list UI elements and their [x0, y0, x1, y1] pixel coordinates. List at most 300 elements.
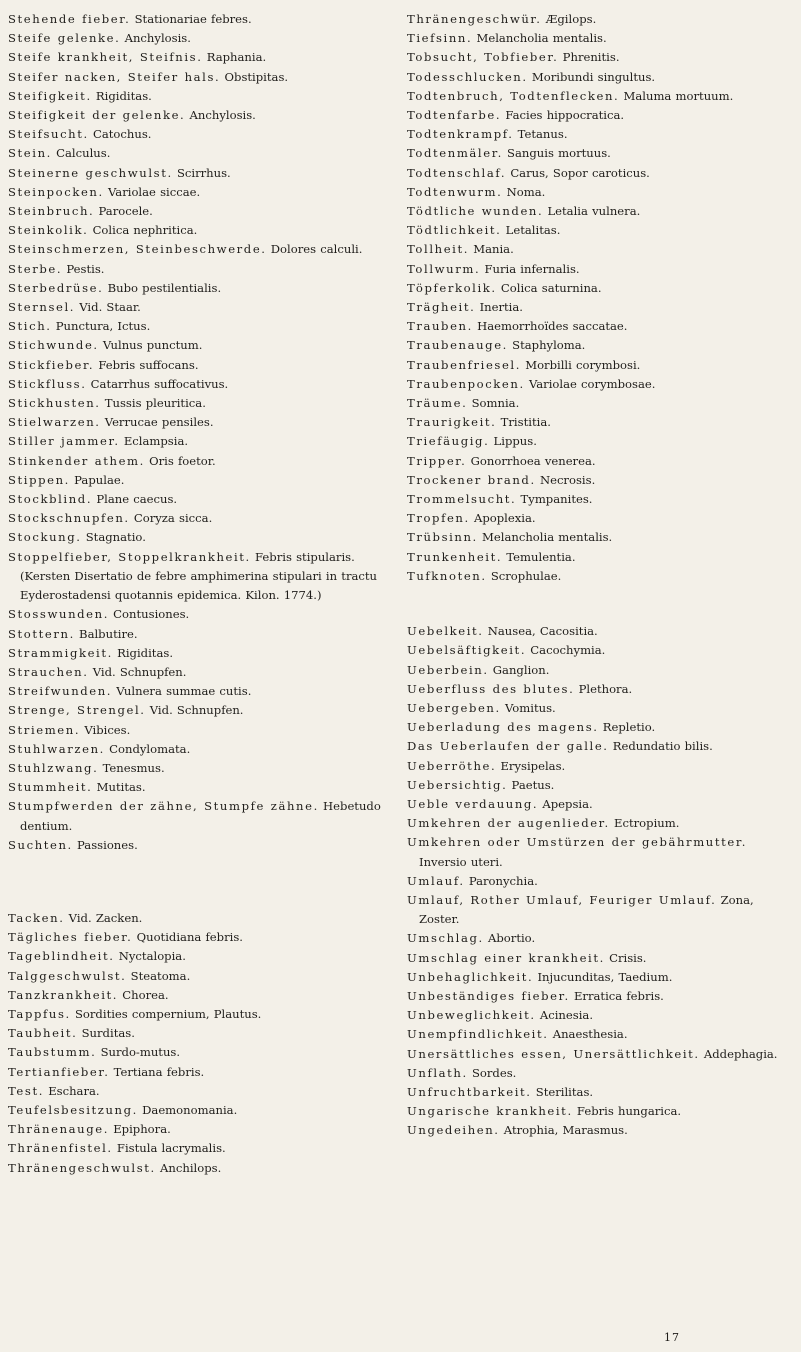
entry-term: Traubenauge. — [407, 338, 508, 353]
entry-term: Stiller jammer. — [8, 434, 120, 449]
entry-definition: Catarrhus suffocativus. — [90, 376, 229, 391]
entry-definition: Stationariae febres. — [134, 12, 252, 26]
dictionary-entry — [407, 125, 787, 144]
dictionary-entry — [407, 872, 787, 891]
dictionary-entry — [407, 10, 787, 29]
entry-term: Ueble verdauung. — [407, 796, 539, 811]
entry-term: Tödtlichkeit. — [407, 223, 502, 238]
dictionary-entry — [8, 740, 388, 759]
section-gap — [407, 604, 787, 622]
entry-definition: Vibices. — [84, 722, 131, 737]
entry-definition: Anchylosis. — [124, 31, 191, 46]
entry-definition: Tussis pleuritica. — [104, 396, 206, 411]
dictionary-entry — [407, 432, 787, 451]
entry-definition: Apepsia. — [542, 796, 593, 811]
dictionary-entry — [8, 48, 388, 67]
entry-definition: Anaesthesia. — [552, 1027, 628, 1042]
entry-definition: Colica saturnina. — [500, 280, 602, 295]
entry-definition: Tenesmus. — [102, 760, 165, 775]
dictionary-entry — [8, 413, 388, 432]
entry-term: Töpferkolik. — [407, 280, 497, 295]
entry-term: Striemen. — [8, 722, 81, 737]
entry-definition: Steatoma. — [130, 968, 191, 983]
entry-definition: Letalia vulnera. — [547, 204, 641, 219]
dictionary-entry — [8, 1120, 388, 1139]
dictionary-entry — [407, 144, 787, 163]
entry-term: Unbehaglichkeit. — [407, 969, 534, 984]
entry-term: Umlauf, Rother Umlauf, Feuriger Umlauf. — [407, 892, 717, 907]
entry-term: Steinpocken. — [8, 184, 104, 199]
dictionary-entry — [8, 1101, 388, 1120]
right-column — [407, 0, 787, 1141]
entry-definition: Tympanites. — [520, 492, 593, 507]
dictionary-entry — [8, 125, 388, 144]
dictionary-entry — [407, 1064, 787, 1083]
entry-definition: Hebetudo dentium. — [20, 799, 381, 833]
dictionary-entry — [8, 1139, 388, 1158]
entry-term: Träume. — [407, 396, 468, 411]
entry-definition: Passiones. — [77, 837, 138, 852]
entry-definition: Anchylosis. — [189, 108, 256, 123]
entry-term: Steinkolik. — [8, 223, 89, 238]
entry-term: Taubheit. — [8, 1026, 78, 1041]
entry-definition: Obstipitas. — [224, 69, 289, 84]
entry-term: Stumpfwerden der zähne, Stumpfe zähne. — [8, 799, 319, 814]
entry-term: Trübsinn. — [407, 530, 478, 545]
entry-definition: Cacochymia. — [530, 643, 606, 658]
dictionary-entry — [407, 183, 787, 202]
entry-term: Todtenwurm. — [407, 184, 503, 199]
entry-term: Steinschmerzen, Steinbeschwerde. — [8, 242, 267, 257]
dictionary-entry — [8, 106, 388, 125]
entry-definition: Zona, Zoster. — [419, 892, 754, 927]
entry-term: Steife gelenke. — [8, 31, 121, 46]
entry-term: Taubstumm. — [8, 1045, 97, 1060]
entry-term: Thränengeschwür. — [407, 12, 542, 26]
entry-definition: Staphyloma. — [512, 338, 586, 353]
entry-definition: Bubo pestilentialis. — [107, 280, 222, 295]
entry-term: Stoppelfieber, Stoppelkrankheit. — [8, 549, 251, 564]
entry-definition: Mutitas. — [96, 780, 146, 795]
entry-definition: Nyctalopia. — [118, 949, 186, 964]
entry-definition: Vid. Schnupfen. — [92, 664, 187, 679]
dictionary-entry — [407, 737, 787, 756]
dictionary-entry — [407, 298, 787, 317]
entry-definition: Vulnera summae cutis. — [116, 684, 252, 699]
dictionary-entry — [407, 968, 787, 987]
entry-term: Triefäugig. — [407, 434, 490, 449]
entry-definition: Repletio. — [602, 720, 656, 735]
dictionary-entry — [8, 202, 388, 221]
dictionary-entry — [407, 279, 787, 298]
entry-term: Traurigkeit. — [407, 415, 497, 430]
dictionary-entry — [407, 929, 787, 948]
entry-term: Todtenfarbe. — [407, 108, 502, 123]
entry-term: Stuhlzwang. — [8, 760, 99, 775]
entry-definition: Erratica febris. — [573, 988, 664, 1003]
entry-definition: Stagnatio. — [85, 530, 146, 545]
page-number: 17 — [664, 1331, 680, 1344]
entry-term: Stottern. — [8, 626, 75, 641]
entry-definition: Nausea, Cacositia. — [487, 624, 598, 639]
entry-term: Trauben. — [407, 319, 473, 334]
dictionary-entry — [8, 87, 388, 106]
dictionary-entry — [8, 68, 388, 87]
dictionary-entry — [8, 797, 388, 835]
entry-definition: Abortio. — [488, 931, 536, 946]
entry-definition: Furia infernalis. — [484, 261, 580, 276]
entry-definition: Atrophia, Marasmus. — [503, 1123, 628, 1138]
entry-definition: Crisis. — [609, 950, 647, 965]
entry-definition: Plane caecus. — [96, 492, 178, 507]
dictionary-entry — [407, 1102, 787, 1121]
dictionary-entry — [8, 509, 388, 528]
dictionary-entry — [407, 641, 787, 660]
entry-term: Trägheit. — [407, 300, 476, 315]
entry-term: Streifwunden. — [8, 684, 113, 699]
dictionary-entry — [407, 48, 787, 67]
entry-term: Steifigkeit der gelenke. — [8, 108, 186, 123]
entry-term: Stielwarzen. — [8, 415, 101, 430]
dictionary-entry — [407, 1045, 787, 1064]
dictionary-entry — [407, 490, 787, 509]
entry-definition: Eclampsia. — [123, 434, 189, 449]
entry-term: Unempfindlichkeit. — [407, 1027, 549, 1042]
dictionary-entry — [407, 699, 787, 718]
dictionary-entry — [407, 356, 787, 375]
dictionary-entry — [8, 336, 388, 355]
entry-definition: Balbutire. — [79, 626, 138, 641]
entry-definition: Carus, Sopor caroticus. — [510, 165, 650, 180]
entry-definition: Sanguis mortuus. — [507, 146, 611, 161]
entry-definition: Ganglion. — [492, 662, 550, 677]
entry-definition: Vid. Staar. — [79, 300, 141, 315]
entry-definition: Punctura, Ictus. — [55, 319, 151, 334]
entry-definition: Sordes. — [471, 1065, 517, 1080]
entry-definition: Papulae. — [74, 472, 125, 487]
dictionary-entry — [8, 759, 388, 778]
entry-term: Steifigkeit. — [8, 88, 92, 103]
entry-definition: Vid. Schnupfen. — [149, 703, 244, 718]
dictionary-entry — [8, 528, 388, 547]
entry-definition: Melancholia mentalis. — [482, 530, 613, 545]
entry-term: Steinerne geschwulst. — [8, 165, 173, 180]
entry-term: Todtenbruch, Todtenflecken. — [407, 88, 620, 103]
entry-definition: Calculus. — [56, 146, 111, 161]
dictionary-entry — [8, 29, 388, 48]
entry-term: Test. — [8, 1083, 44, 1098]
entry-definition: Febris hungarica. — [576, 1104, 682, 1119]
entry-term: Uebelsäftigkeit. — [407, 643, 527, 658]
entry-definition: Febris stipularis. (Kersten Disertatio de febre amphimerina stipulari in tractu Eyderostadensi quotannis epidemica. Kilon. 1774.) — [20, 549, 378, 603]
entry-term: Ueberladung des magens. — [407, 720, 599, 735]
entry-term: Tollwurm. — [407, 261, 481, 276]
dictionary-entry — [8, 375, 388, 394]
dictionary-entry — [407, 240, 787, 259]
entry-term: Trockener brand. — [407, 472, 536, 487]
entry-definition: Vulnus punctum. — [102, 338, 203, 353]
dictionary-entry — [8, 947, 388, 966]
dictionary-entry — [407, 567, 787, 586]
dictionary-entry — [8, 471, 388, 490]
entry-term: Umschlag einer krankheit. — [407, 950, 605, 965]
entry-definition: Noma. — [506, 184, 546, 199]
entry-term: Stockblind. — [8, 492, 93, 507]
entry-term: Steife krankheit, Steifnis. — [8, 50, 203, 65]
dictionary-entry — [407, 833, 787, 871]
dictionary-entry — [8, 928, 388, 947]
dictionary-entry — [407, 680, 787, 699]
dictionary-entry — [407, 776, 787, 795]
dictionary-entry — [8, 164, 388, 183]
entry-term: Tägliches fieber. — [8, 930, 133, 945]
entry-definition: Temulentia. — [506, 549, 576, 564]
entry-term: Todtenmäler. — [407, 146, 503, 161]
entry-term: Umkehren der augenlieder. — [407, 816, 610, 831]
dictionary-entry — [407, 1006, 787, 1025]
entry-term: Stich. — [8, 319, 52, 334]
entry-term: Stockschnupfen. — [8, 511, 130, 526]
entry-definition: Apoplexia. — [473, 511, 536, 526]
entry-definition: Tertiana febris. — [113, 1064, 205, 1079]
dictionary-entry — [407, 106, 787, 125]
entry-term: Uebergeben. — [407, 700, 501, 715]
dictionary-entry — [8, 986, 388, 1005]
entry-definition: Rigiditas. — [117, 645, 174, 660]
dictionary-entry — [8, 721, 388, 740]
dictionary-entry — [8, 909, 388, 928]
entry-term: Tertianfieber. — [8, 1064, 110, 1079]
entry-definition: Phrenitis. — [562, 50, 620, 65]
dictionary-entry — [8, 644, 388, 663]
entry-definition: Daemonomania. — [142, 1102, 238, 1117]
entry-term: Tageblindheit. — [8, 949, 115, 964]
dictionary-entry — [407, 202, 787, 221]
entry-term: Stickhusten. — [8, 396, 101, 411]
entry-term: Umschlag. — [407, 931, 484, 946]
entry-definition: Mania. — [473, 242, 514, 257]
entry-term: Tacken. — [8, 910, 65, 925]
entry-term: Strammigkeit. — [8, 645, 113, 660]
entry-term: Tufknoten. — [407, 568, 487, 583]
dictionary-entry — [8, 144, 388, 163]
dictionary-entry — [8, 625, 388, 644]
entry-definition: Surdo-mutus. — [100, 1045, 181, 1060]
entry-term: Umlauf. — [407, 873, 465, 888]
entry-definition: Haemorrhoïdes saccatae. — [477, 319, 628, 334]
entry-term: Steifsucht. — [8, 127, 89, 142]
dictionary-entry — [8, 183, 388, 202]
entry-term: Stuhlwarzen. — [8, 741, 105, 756]
entry-term: Ueberbein. — [407, 662, 489, 677]
entry-term: Steifer nacken, Steifer hals. — [8, 69, 221, 84]
entry-definition: Variolae siccae. — [107, 184, 201, 199]
entry-term: Stickfieber. — [8, 357, 95, 372]
entry-definition: Injucunditas, Taedium. — [537, 969, 673, 984]
dictionary-entry — [8, 260, 388, 279]
dictionary-entry — [8, 221, 388, 240]
entry-definition: Tetanus. — [517, 127, 568, 142]
dictionary-entry — [8, 1043, 388, 1062]
entry-definition: Parocele. — [98, 204, 153, 219]
dictionary-entry — [8, 317, 388, 336]
dictionary-entry — [407, 317, 787, 336]
dictionary-entry — [8, 967, 388, 986]
dictionary-entry — [407, 528, 787, 547]
entry-term: Stosswunden. — [8, 607, 109, 622]
entry-definition: Coryza sicca. — [133, 511, 213, 526]
entry-term: Uebersichtig. — [407, 777, 508, 792]
entry-term: Trunkenheit. — [407, 549, 503, 564]
entry-term: Tödtliche wunden. — [407, 204, 544, 219]
dictionary-entry — [8, 548, 388, 606]
dictionary-entry — [407, 795, 787, 814]
entry-definition: Plethora. — [578, 681, 633, 696]
entry-definition: Erysipelas. — [500, 758, 566, 773]
dictionary-entry — [407, 471, 787, 490]
entry-term: Unersättliches essen, Unersättlichkeit. — [407, 1046, 700, 1061]
entry-term: Stockung. — [8, 530, 82, 545]
entry-definition: Contusiones. — [113, 607, 190, 622]
entry-definition: Scrophulae. — [490, 568, 562, 583]
entry-term: Sterbe. — [8, 261, 63, 276]
dictionary-entry — [407, 413, 787, 432]
entry-definition: Melancholia mentalis. — [476, 31, 607, 46]
entry-term: Stichwunde. — [8, 338, 99, 353]
section-gap — [8, 891, 388, 909]
entry-definition: Letalitas. — [505, 223, 561, 238]
dictionary-entry — [8, 1159, 388, 1178]
entry-term: Tiefsinn. — [407, 31, 473, 46]
entry-term: Teufelsbesitzung. — [8, 1102, 138, 1117]
dictionary-entry — [8, 1005, 388, 1024]
entry-definition: Ægilops. — [545, 12, 597, 26]
entry-definition: Somnia. — [471, 396, 520, 411]
entry-definition: Verrucae pensiles. — [104, 415, 214, 430]
entry-definition: Addephagia. — [703, 1046, 778, 1061]
entry-definition: Catochus. — [92, 127, 152, 142]
dictionary-entry — [407, 949, 787, 968]
entry-definition: Acinesia. — [539, 1008, 594, 1023]
dictionary-entry — [8, 490, 388, 509]
entry-definition: Quotidiana febris. — [136, 930, 243, 945]
entry-term: Stehende fieber. — [8, 12, 131, 26]
entry-term: Traubenpocken. — [407, 376, 525, 391]
entry-definition: Redundatio bilis. — [612, 739, 713, 754]
section-gap — [8, 873, 388, 891]
entry-term: Tropfen. — [407, 511, 470, 526]
dictionary-entry — [8, 682, 388, 701]
entry-definition: Eschara. — [48, 1083, 100, 1098]
entry-term: Stummheit. — [8, 780, 93, 795]
entry-term: Tappfus. — [8, 1006, 71, 1021]
dictionary-entry — [8, 605, 388, 624]
dictionary-entry — [407, 260, 787, 279]
dictionary-entry — [407, 1083, 787, 1102]
entry-term: Strauchen. — [8, 664, 89, 679]
entry-term: Sternsel. — [8, 300, 76, 315]
dictionary-entry — [407, 814, 787, 833]
entry-definition: Inversio uteri. — [419, 854, 503, 869]
entry-definition: Scirrhus. — [176, 165, 231, 180]
dictionary-entry — [407, 987, 787, 1006]
dictionary-entry — [8, 452, 388, 471]
entry-definition: Necrosis. — [539, 472, 596, 487]
entry-definition: Vomitus. — [504, 700, 556, 715]
entry-definition: Paronychia. — [468, 873, 538, 888]
entry-term: Strenge, Strengel. — [8, 703, 146, 718]
dictionary-entry — [407, 661, 787, 680]
entry-definition: Anchilops. — [160, 1160, 222, 1175]
dictionary-entry — [407, 394, 787, 413]
entry-definition: Morbilli corymbosi. — [525, 357, 641, 372]
dictionary-entry — [407, 164, 787, 183]
dictionary-entry — [407, 221, 787, 240]
entry-definition: Tristitia. — [500, 415, 551, 430]
entry-definition: Sterilitas. — [535, 1084, 594, 1099]
dictionary-entry — [407, 87, 787, 106]
dictionary-entry — [8, 394, 388, 413]
dictionary-entry — [8, 778, 388, 797]
entry-term: Suchten. — [8, 837, 73, 852]
entry-definition: Facies hippocratica. — [505, 108, 625, 123]
dictionary-entry — [407, 29, 787, 48]
entry-term: Todtenkrampf. — [407, 127, 514, 142]
entry-term: Talggeschwulst. — [8, 968, 127, 983]
entry-term: Unfruchtbarkeit. — [407, 1084, 532, 1099]
dictionary-entry — [407, 452, 787, 471]
entry-term: Ungedeihen. — [407, 1123, 500, 1138]
entry-definition: Ectropium. — [614, 816, 680, 831]
dictionary-entry — [8, 432, 388, 451]
entry-term: Trommelsucht. — [407, 492, 517, 507]
entry-term: Sterbedrüse. — [8, 280, 104, 295]
entry-definition: Moribundi singultus. — [531, 69, 656, 84]
dictionary-entry — [8, 279, 388, 298]
entry-term: Thränenauge. — [8, 1122, 109, 1137]
entry-definition: Fistula lacrymalis. — [116, 1141, 226, 1156]
dictionary-entry — [8, 1063, 388, 1082]
entry-term: Ueberfluss des blutes. — [407, 681, 575, 696]
dictionary-entry — [8, 10, 388, 29]
entry-definition: Raphania. — [206, 50, 267, 65]
dictionary-entry — [8, 836, 388, 855]
dictionary-entry — [8, 356, 388, 375]
entry-definition: Pestis. — [66, 261, 105, 276]
entry-term: Steinbruch. — [8, 204, 95, 219]
entry-definition: Epiphora. — [113, 1122, 171, 1137]
entry-term: Tanzkrankheit. — [8, 987, 119, 1002]
entry-definition: Febris suffocans. — [98, 357, 199, 372]
entry-definition: Lippus. — [493, 434, 537, 449]
entry-term: Das Ueberlaufen der galle. — [407, 739, 609, 754]
dictionary-entry — [8, 1082, 388, 1101]
dictionary-entry — [8, 298, 388, 317]
entry-definition: Chorea. — [122, 987, 169, 1002]
entry-definition: Paetus. — [511, 777, 555, 792]
dictionary-entry — [8, 1024, 388, 1043]
entry-definition: Vid. Zacken. — [68, 910, 143, 925]
entry-definition: Oris foetor. — [149, 453, 216, 468]
entry-term: Tollheit. — [407, 242, 470, 257]
entry-term: Stinkender athem. — [8, 453, 145, 468]
dictionary-entry — [407, 509, 787, 528]
entry-definition: Gonorrhoea venerea. — [470, 453, 596, 468]
dictionary-entry — [407, 718, 787, 737]
entry-definition: Maluma mortuum. — [623, 88, 734, 103]
dictionary-entry — [407, 1121, 787, 1140]
entry-definition: Condylomata. — [109, 741, 191, 756]
